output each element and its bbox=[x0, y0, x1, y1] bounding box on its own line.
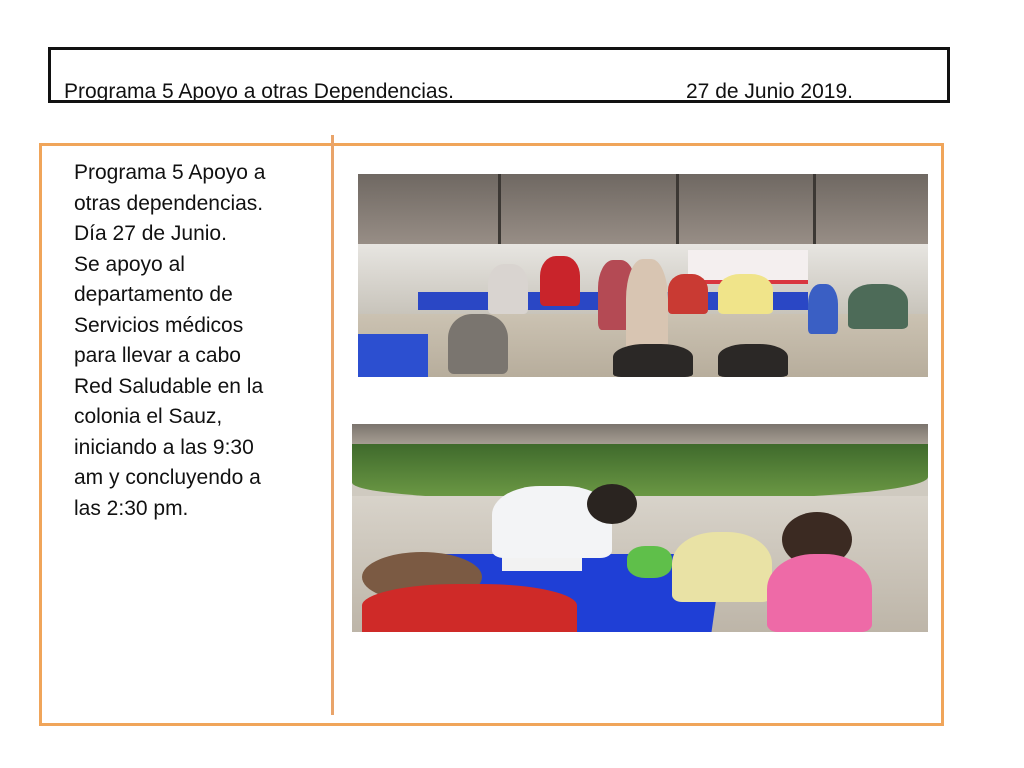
description-line: departamento de bbox=[74, 283, 233, 306]
tent-pole bbox=[676, 174, 679, 249]
person bbox=[488, 264, 528, 314]
paper-sheet bbox=[502, 557, 582, 571]
description-text bbox=[74, 158, 314, 524]
blue-tablecloth bbox=[358, 334, 428, 377]
event-photo-2 bbox=[352, 424, 928, 632]
person bbox=[848, 284, 908, 329]
description-line: Día 27 de Junio. bbox=[74, 222, 227, 245]
person bbox=[540, 256, 580, 306]
description-line: colonia el Sauz, bbox=[74, 405, 223, 428]
patient bbox=[672, 532, 772, 602]
page-title: Programa 5 Apoyo a otras Dependencias. bbox=[64, 80, 454, 103]
description-line: am y concluyendo a bbox=[74, 466, 261, 489]
event-photo-1 bbox=[358, 174, 928, 377]
description-line: Se apoyo al bbox=[74, 252, 185, 276]
person bbox=[718, 274, 773, 314]
person bbox=[808, 284, 838, 334]
doctor-head bbox=[587, 484, 637, 524]
description-line: Servicios médicos bbox=[74, 313, 244, 337]
description-line: Red Saludable en la bbox=[74, 374, 264, 398]
green-bag bbox=[627, 546, 672, 578]
description-line: para llevar a cabo bbox=[74, 344, 241, 367]
description-line: Programa 5 Apoyo a bbox=[74, 161, 266, 184]
page-date: 27 de Junio 2019. bbox=[686, 80, 853, 103]
woman-red-shirt bbox=[362, 584, 577, 632]
vertical-divider bbox=[331, 135, 334, 715]
tent-canopy bbox=[358, 174, 928, 249]
folding-chair bbox=[718, 344, 788, 377]
description-line: otras dependencias. bbox=[74, 191, 264, 215]
girl bbox=[767, 554, 872, 632]
child bbox=[448, 314, 508, 374]
folding-chair bbox=[613, 344, 693, 377]
trees bbox=[352, 444, 928, 499]
person bbox=[668, 274, 708, 314]
description-line: iniciando a las 9:30 bbox=[74, 435, 254, 459]
tent-pole bbox=[498, 174, 501, 249]
tent-pole bbox=[813, 174, 816, 249]
description-line: las 2:30 pm. bbox=[74, 496, 189, 520]
